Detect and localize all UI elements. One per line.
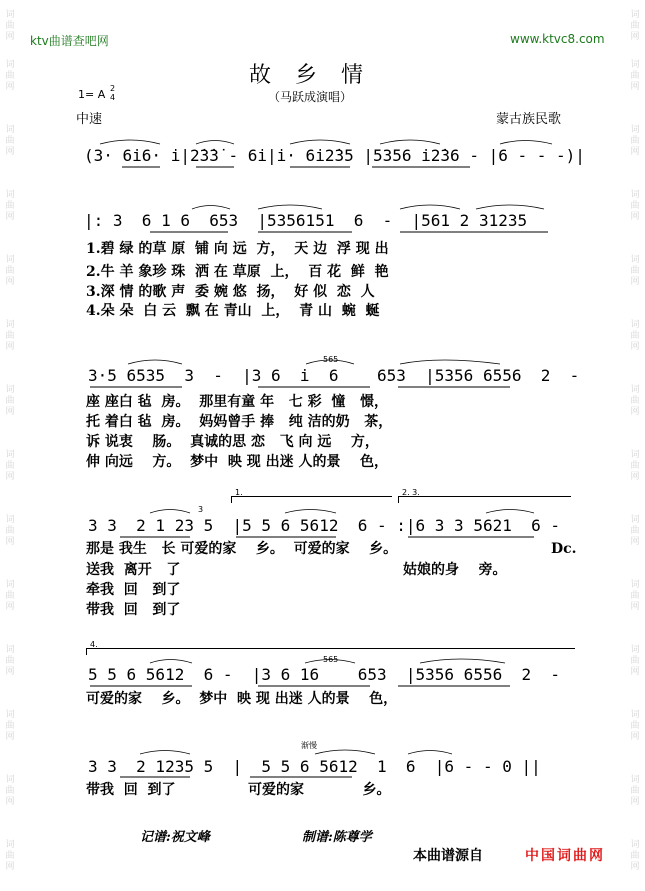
watermark-text: 词曲网 [630,385,640,417]
watermark-text: 词曲网 [5,775,15,807]
brand-name: 中国词曲网 [525,848,605,864]
watermark-text: 词曲网 [5,450,15,482]
system2-lyric-verse3: 诉 说衷 肠。 真诚的思 恋 飞 向 远 方， [86,434,379,450]
watermark-text: 词曲网 [630,645,640,677]
slur-mark [408,751,452,755]
slur-mark [258,205,322,209]
slur-mark [306,360,354,364]
grace-note-565: 565 [323,355,339,364]
system5-lyric-a: 带我 回 到了 [86,782,176,798]
slur-mark [140,751,190,755]
system2-lyric-verse1: 座 座白 毡 房。 那里有童 年 七 彩 憧 憬， [86,394,388,410]
tempo-marking: 中速 [76,112,103,127]
watermark-text: 词曲网 [630,125,640,157]
first-ending-label: 1. [235,488,243,497]
time-signature-top: 2 [110,84,116,93]
system4-notation: 5 5 6 5612 6 - |3 6 16 653 |5356 6556 2 - [88,665,561,684]
slur-mark [486,510,534,514]
slur-mark [500,141,552,145]
watermark-text: 词曲网 [5,710,15,742]
intro-notation: (3· 6i6· i|2̇3̇3̇ - 6i|i· 6i2̇35 |5356 i2̇36 - |6 - - -)| [84,146,585,165]
watermark-text: 词曲网 [5,190,15,222]
watermark-text: 词曲网 [630,60,640,92]
system1-lyric-verse2: 2.牛 羊 象珍 珠 洒 在 草原 上， 百 花 鲜 艳 [86,264,389,280]
watermark-text: 词曲网 [630,450,640,482]
watermark-text: 词曲网 [630,710,640,742]
watermark-text: 词曲网 [5,10,15,42]
grace-note-565-2: 565 [323,655,339,664]
slur-mark [150,660,192,664]
system3-lyric-verse3: 牵我 回 到了 [86,582,181,598]
system1-notation: |: 3 6 1 6 653 |5356151 6 - |561 2 31235 [84,211,528,230]
fourth-ending-label: 4. [90,640,98,649]
system2-notation: 3·5 6535 3 - |3 6 i 6 653 |5356 6556 2 - [88,366,580,385]
key-signature: 1= A [78,88,106,101]
watermark-text: 词曲网 [630,775,640,807]
slur-mark [380,140,440,144]
watermark-text: 词曲网 [5,645,15,677]
watermark-text: 词曲网 [630,840,640,872]
system3-lyric-verse1: 那是 我生 长 可爱的家 乡。 可爱的家 乡。 [86,541,398,557]
slur-mark [128,360,182,364]
site-url-right: www.ktvc8.com [510,32,605,46]
watermark-text: 词曲网 [5,320,15,352]
watermark-text: 词曲网 [630,320,640,352]
singer-credit: （马跃成演唱） [268,90,353,104]
slur-mark [150,510,190,514]
watermark-text: 词曲网 [630,580,640,612]
slur-mark [100,140,160,144]
watermark-text: 词曲网 [5,580,15,612]
da-capo-marking: Dc. [551,541,577,557]
second-third-ending-label: 2. 3. [402,488,420,497]
system5-notation: 3 3 2 1235 5 | 5 5 6 5612 1 6 |6 - - 0 || [88,757,541,776]
watermark-text: 词曲网 [5,840,15,872]
engraver-credit: 制谱:陈尊学 [302,830,372,845]
system5-lyric-b: 可爱的家 乡。 [248,782,391,798]
system3-lyric-verse4: 带我 回 到了 [86,602,181,618]
watermark-text: 词曲网 [630,515,640,547]
slur-mark [476,205,544,209]
system2-lyric-verse4: 伸 向远 方。 梦中 映 现 出迷 人的景 色， [86,454,388,470]
system4-lyric: 可爱的家 乡。 梦中 映 现 出迷 人的景 色， [86,691,398,707]
system1-lyric-verse4: 4.朵 朵 白 云 飘 在 青山 上， 青 山 蜿 蜒 [86,303,380,319]
watermark-text: 词曲网 [630,10,640,42]
system3-lyric-verse2-ending: 姑娘的身 旁。 [403,562,507,578]
grace-note-3: 3 [198,505,204,514]
system3-notation: 3 3 2 1 23 5 |5 5 6 5612 6 - :|6 3 3 5621 6 - [88,516,561,535]
watermark-text: 词曲网 [5,60,15,92]
system3-lyric-verse2: 送我 离开 了 [86,562,181,578]
ritardando-marking: 渐慢 [301,741,317,750]
recorder-credit: 记谱:祝文峰 [140,830,210,845]
watermark-text: 词曲网 [630,255,640,287]
slur-mark [315,750,375,754]
slur-mark [285,510,336,514]
slur-mark [400,205,460,209]
source-label: 本曲谱源自 [413,848,483,864]
system1-lyric-verse1: 1.碧 绿 的草 原 铺 向 远 方， 天 边 浮 现 出 [86,241,389,257]
time-signature-bottom: 4 [110,93,116,102]
slur-mark [420,659,505,663]
system1-lyric-verse3: 3.深 情 的歌 声 委 婉 悠 扬， 好 似 恋 人 [86,284,375,300]
watermark-text: 词曲网 [5,515,15,547]
watermark-text: 词曲网 [630,190,640,222]
slur-mark [290,140,350,144]
watermark-text: 词曲网 [5,385,15,417]
song-title: 故乡情 [249,63,388,88]
watermark-text: 词曲网 [5,125,15,157]
site-name-left: ktv曲谱查吧网 [30,34,109,48]
system2-lyric-verse2: 托 着白 毡 房。 妈妈曾手 捧 纯 洁的奶 茶， [86,414,393,430]
watermark-text: 词曲网 [5,255,15,287]
slur-mark [305,660,355,664]
song-origin: 蒙古族民歌 [496,112,562,127]
slur-mark [196,141,234,145]
slur-mark [400,360,500,364]
slur-mark [192,206,230,210]
